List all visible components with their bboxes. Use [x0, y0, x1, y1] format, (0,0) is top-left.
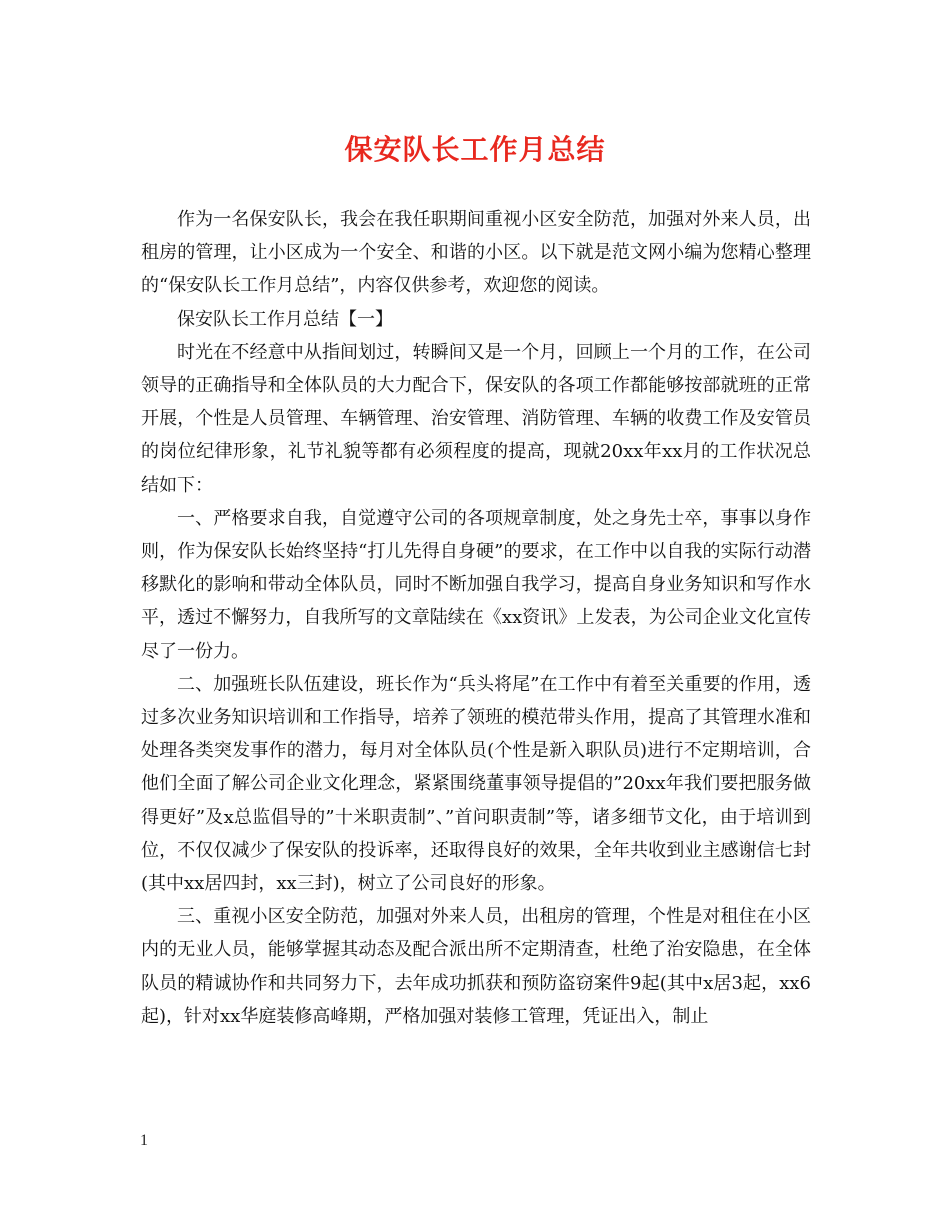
section-heading: 保安队长工作月总结【一】 — [177, 308, 393, 330]
paragraph-point-3: 三、重视小区安全防范，加强对外来人员，出租房的管理，个性是对租住在小区内的无业人员，能够掌握其动态及配合派出所不定期清查，杜绝了治安隐患，在全体队员的精诚协作和共同努力下，去年成功抓获和预防盗窃案件9起(其中x居3起，xx6起)，针对xx华庭装修高峰期，严格加强对装修工管理，凭证出入，制止 — [141, 906, 811, 1027]
paragraph-point-1: 一、严格要求自我，自觉遵守公司的各项规章制度，处之身先士卒，事事以身作则，作为保安队长始终坚持“打儿先得自身硬”的要求，在工作中以自我的实际行动潜移默化的影响和带动全体队员，同时不断加强自我学习，提高自身业务知识和写作水平，透过不懈努力，自我所写的文章陆续在《xx资讯》上发表，为公司企业文化宣传尽了一份力。 — [141, 507, 811, 662]
document-title: 保安队长工作月总结 — [344, 133, 606, 166]
paragraph-intro: 作为一名保安队长，我会在我任职期间重视小区安全防范，加强对外来人员，出租房的管理，让小区成为一个安全、和谐的小区。以下就是范文网小编为您精心整理的“保安队长工作月总结”，内容仅供参考，欢迎您的阅读。 — [141, 209, 811, 297]
document-body — [141, 203, 811, 1033]
paragraph-point-2: 二、加强班长队伍建设，班长作为“兵头将尾”在工作中有着至关重要的作用，透过多次业务知识培训和工作指导，培养了领班的模范带头作用，提高了其管理水准和处理各类突发事作的潜力，每月对全体队员(个性是新入职队员)进行不定期培训，合他们全面了解公司企业文化理念，紧紧围绕董事领导提倡的”20xx年我们要把服务做得更好”及x总监倡导的”十米职责制”、”首问职责制”等，诸多细节文化，由于培训到位，不仅仅减少了保安队的投诉率，还取得良好的效果，全年共收到业主感谢信七封(其中xx居四封，xx三封)，树立了公司良好的形象。 — [141, 673, 811, 895]
paragraph-overview: 时光在不经意中从指间划过，转瞬间又是一个月，回顾上一个月的工作，在公司领导的正确指导和全体队员的大力配合下，保安队的各项工作都能够按部就班的正常开展，个性是人员管理、车辆管理、治安管理、消防管理、车辆的收费工作及安管员的岗位纪律形象，礼节礼貌等都有必须程度的提高，现就20xx年xx月的工作状况总结如下： — [141, 341, 811, 496]
page-number: 1 — [140, 1132, 148, 1149]
